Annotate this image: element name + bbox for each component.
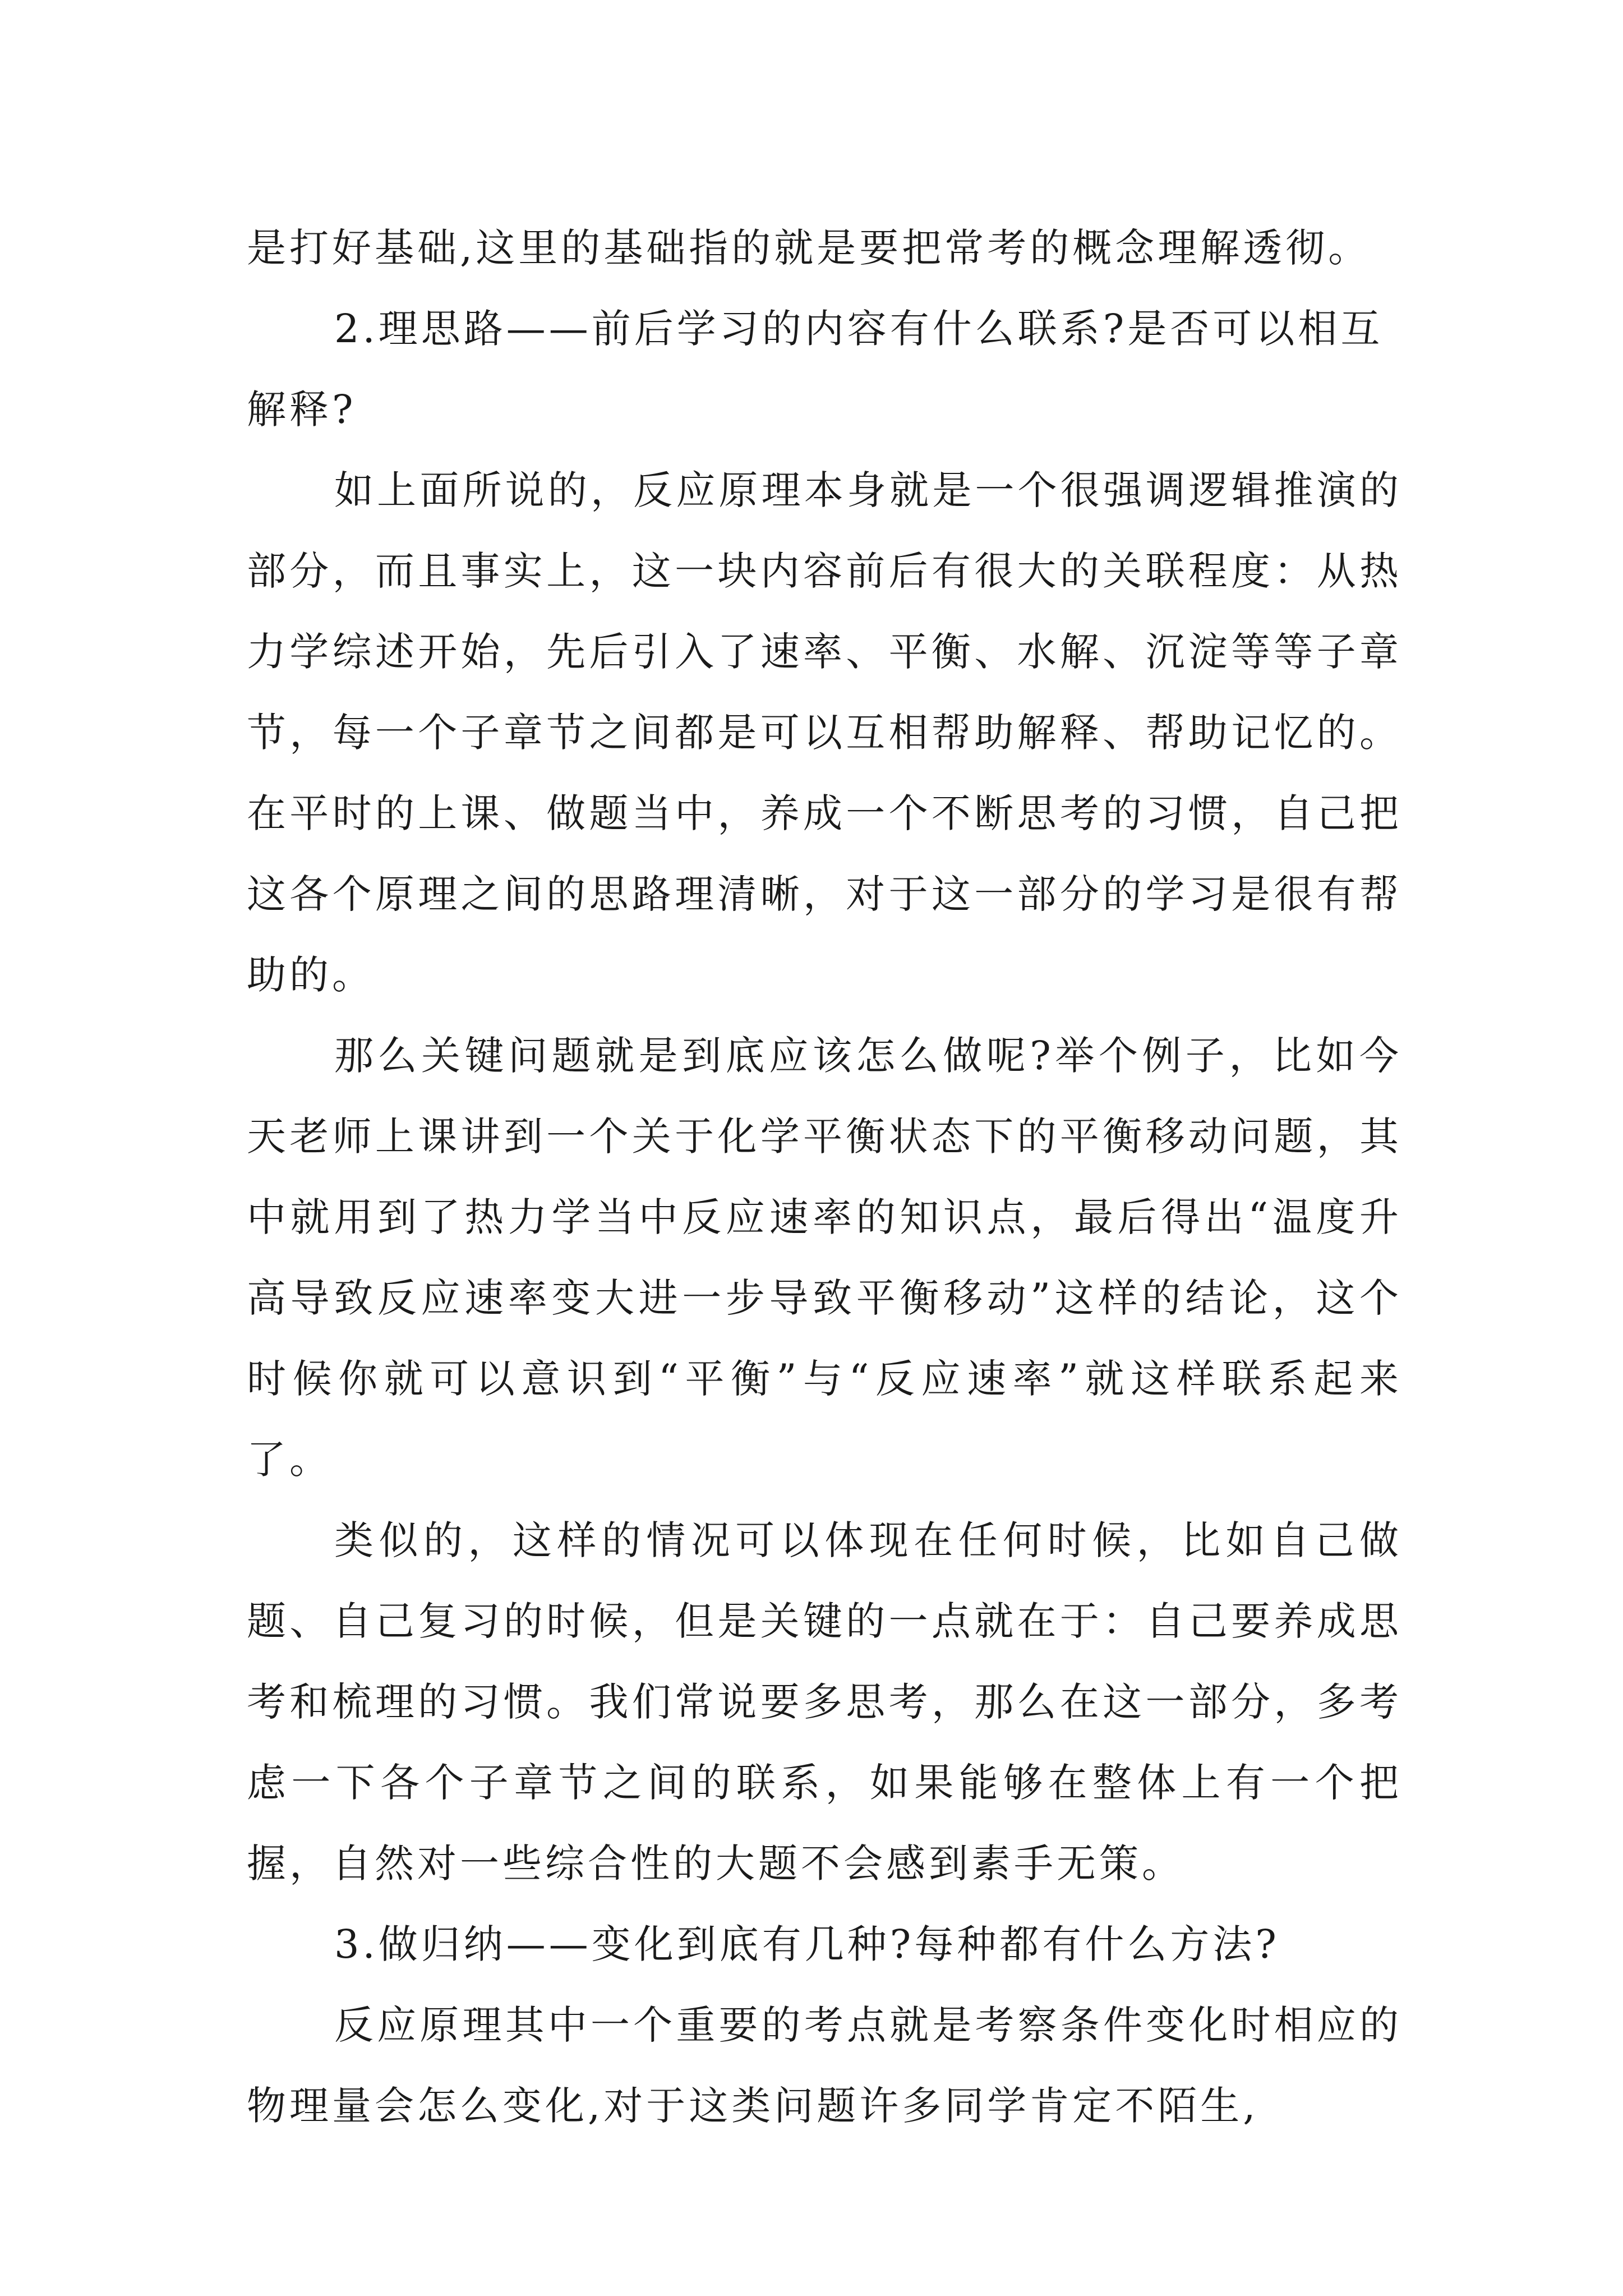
paragraph-habit: 类似的，这样的情况可以体现在任何时候，比如自己做题、自己复习的时候，但是关键的一点就在于：自己要养成思考和梳理的习惯。我们常说要多思考，那么在这一部分，多考虑一下各个子章节之间的联系，如果能够在整体上有一个把握，自然对一些综合性的大题不会感到素手无策。 [247,1517,1402,1887]
document-body [247,208,1402,2146]
section-heading-2: 2.理思路——前后学习的内容有什么联系?是否可以相互解释? [247,306,1384,432]
paragraph-conditions: 反应原理其中一个重要的考点就是考察条件变化时相应的物理量会怎么变化,对于这类问题许多同学肯定不陌生, [247,2002,1402,2129]
section-heading-3: 3.做归纳——变化到底有几种?每种都有什么方法? [334,1921,1280,1967]
paragraph-continuation: 是打好基础,这里的基础指的就是要把常考的概念理解透彻。 [247,225,1371,271]
paragraph-logic: 如上面所说的，反应原理本身就是一个很强调逻辑推演的部分，而且事实上，这一块内容前后有很大的关联程度：从热力学综述开始，先后引入了速率、平衡、水解、沉淀等等子章节，每一个子章节之间都是可以互相帮助解释、帮助记忆的。在平时的上课、做题当中，养成一个不断思考的习惯，自己把这各个原理之间的思路理清晰，对于这一部分的学习是很有帮助的。 [247,467,1402,998]
paragraph-example: 那么关键问题就是到底应该怎么做呢?举个例子，比如今天老师上课讲到一个关于化学平衡状态下的平衡移动问题，其中就用到了热力学当中反应速率的知识点，最后得出“温度升高导致反应速率变大进一步导致平衡移动”这样的结论，这个时候你就可以意识到“平衡”与“反应速率”就这样联系起来了。 [247,1033,1402,1483]
